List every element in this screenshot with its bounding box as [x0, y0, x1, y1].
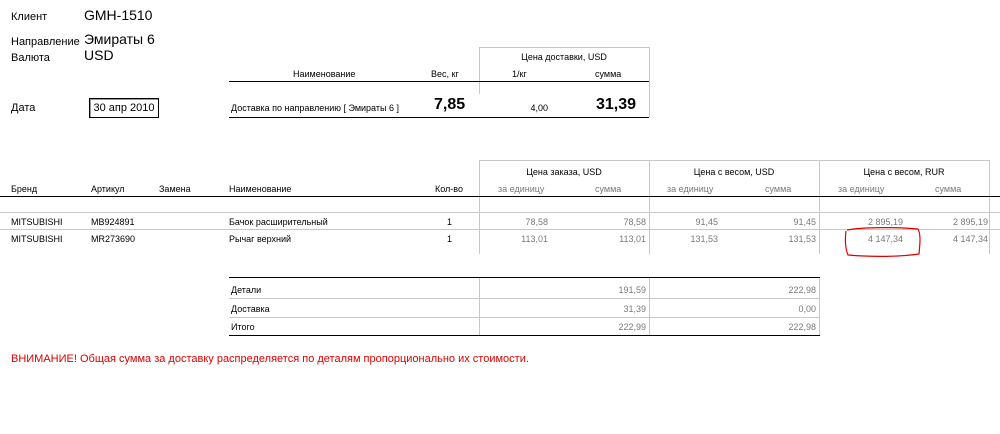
items-top-line — [479, 160, 990, 161]
delivery-row-weight: 7,85 — [434, 96, 466, 113]
delivery-header-line — [229, 81, 649, 82]
row-usd-sum: 91,45 — [793, 217, 816, 227]
col-replacement: Замена — [159, 184, 191, 194]
row-order-unit: 78,58 — [525, 217, 548, 227]
sub-order-sum: сумма — [595, 184, 622, 194]
delivery-col-weight: Вес, кг — [431, 69, 459, 79]
sub-rur-unit: за единицу — [838, 184, 885, 194]
summary-divider — [229, 298, 820, 299]
row-name: Рычаг верхний — [229, 234, 292, 244]
row-brand: MITSUBISHI — [11, 217, 63, 227]
row-brand: MITSUBISHI — [11, 234, 63, 244]
group-weight-usd: Цена с весом, USD — [693, 167, 775, 177]
currency-label: Валюта — [11, 52, 50, 64]
delivery-col-per-kg: 1/кг — [512, 69, 527, 79]
col-name: Наименование — [229, 184, 292, 194]
sub-usd-sum: сумма — [765, 184, 792, 194]
items-subheader-line — [0, 212, 1000, 213]
row-qty: 1 — [447, 234, 453, 244]
delivery-row-per-kg: 4,00 — [530, 103, 548, 113]
client-label: Клиент — [11, 11, 48, 23]
delivery-divider-2 — [649, 47, 650, 117]
delivery-col-name: Наименование — [293, 69, 356, 79]
date-label: Дата — [11, 102, 36, 114]
row-usd-sum: 131,53 — [788, 234, 816, 244]
warning-text: ВНИМАНИЕ! Общая сумма за доставку распределяется по деталям пропорционально их стоимости. — [11, 353, 529, 365]
summary-usd-sum: 0,00 — [798, 304, 816, 314]
direction-label: Направление — [11, 36, 80, 48]
sub-usd-unit: за единицу — [667, 184, 714, 194]
summary-divider-2 — [649, 277, 650, 335]
summary-top-line — [229, 277, 820, 278]
delivery-col-sum: сумма — [595, 69, 622, 79]
row-article: MB924891 — [91, 217, 135, 227]
summary-label: Детали — [231, 285, 262, 295]
summary-label: Доставка — [231, 304, 270, 314]
delivery-bottom-line — [229, 117, 649, 118]
row-rur-unit: 2 895,19 — [867, 217, 903, 227]
summary-divider-3 — [819, 277, 820, 335]
highlight-annotation — [840, 224, 924, 260]
delivery-row-sum: 31,39 — [595, 96, 636, 113]
row-qty: 1 — [447, 217, 453, 227]
summary-order-sum: 191,59 — [618, 285, 646, 295]
sub-order-unit: за единицу — [498, 184, 545, 194]
delivery-top-line — [479, 47, 649, 48]
row-order-sum: 78,58 — [623, 217, 646, 227]
row-usd-unit: 91,45 — [695, 217, 718, 227]
summary-usd-sum: 222,98 — [788, 285, 816, 295]
row-rur-unit: 4 147,34 — [867, 234, 903, 244]
delivery-row-name: Доставка по направлению [ Эмираты 6 ] — [231, 103, 399, 113]
summary-divider — [229, 317, 820, 318]
summary-order-sum: 222,99 — [618, 322, 646, 332]
items-header-line — [0, 196, 1000, 197]
delivery-group-header: Цена доставки, USD — [521, 52, 607, 62]
group-order-usd: Цена заказа, USD — [526, 167, 602, 177]
row-usd-unit: 131,53 — [690, 234, 718, 244]
direction-value: Эмираты 6 — [84, 31, 155, 47]
row-article: MR273690 — [91, 234, 136, 244]
summary-usd-sum: 222,98 — [788, 322, 816, 332]
col-article: Артикул — [91, 184, 125, 194]
row-rur-sum: 4 147,34 — [952, 234, 988, 244]
group-weight-rur: Цена с весом, RUR — [863, 167, 945, 177]
sub-rur-sum: сумма — [935, 184, 962, 194]
col-qty: Кол-во — [435, 184, 463, 194]
col-brand: Бренд — [11, 184, 38, 194]
row-rur-sum: 2 895,19 — [952, 217, 988, 227]
items-divider-4 — [989, 160, 990, 254]
summary-bottom-line — [229, 335, 820, 336]
row-order-sum: 113,01 — [619, 234, 646, 244]
summary-label: Итого — [231, 322, 255, 332]
currency-value: USD — [84, 47, 114, 63]
client-value: GMH-1510 — [84, 7, 153, 23]
summary-divider-1 — [479, 277, 480, 335]
row-order-unit: 113,01 — [521, 234, 548, 244]
row-name: Бачок расширительный — [229, 217, 328, 227]
date-field[interactable]: 30 апр 2010 — [89, 98, 159, 118]
summary-order-sum: 31,39 — [623, 304, 646, 314]
